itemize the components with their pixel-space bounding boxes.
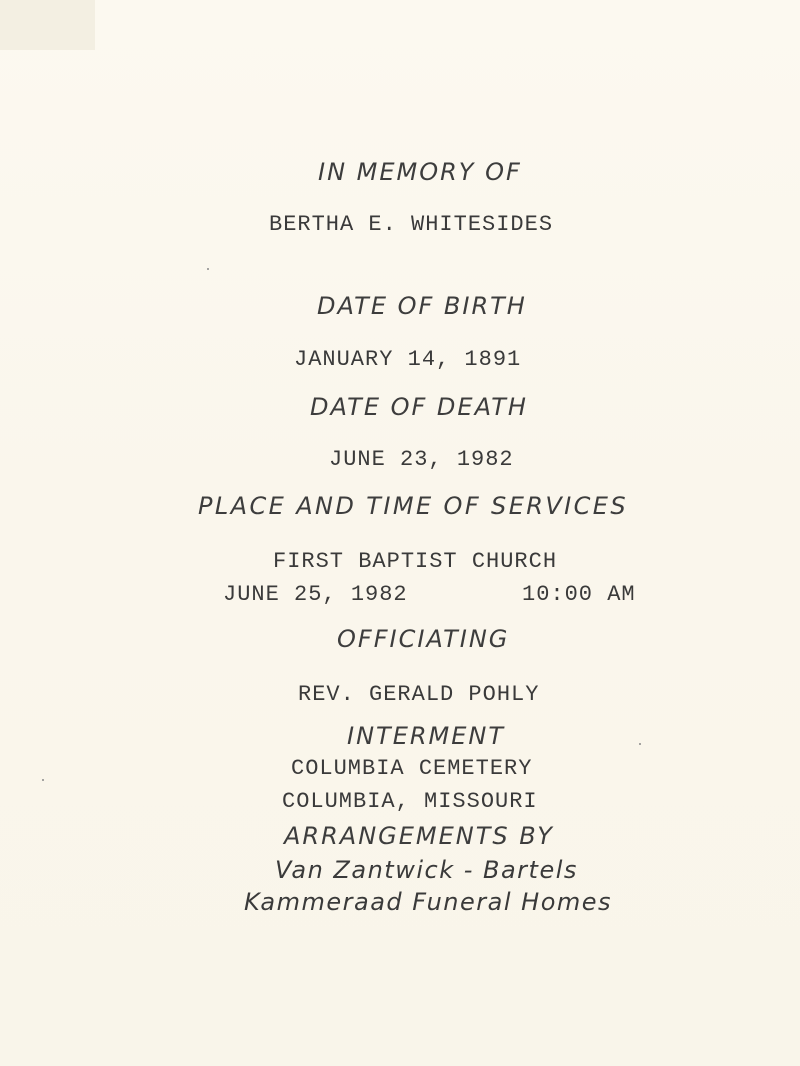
death-label: DATE OF DEATH <box>310 393 528 421</box>
arrangements-label: ARRANGEMENTS BY <box>284 822 554 850</box>
paper-speck <box>639 743 641 745</box>
deceased-name: BERTHA E. WHITESIDES <box>269 212 554 237</box>
interment-label: INTERMENT <box>347 722 506 750</box>
death-date: JUNE 23, 1982 <box>329 447 514 472</box>
officiant: REV. GERALD POHLY <box>298 682 540 707</box>
heading: IN MEMORY OF <box>318 158 522 186</box>
services-place: FIRST BAPTIST CHURCH <box>273 549 558 574</box>
paper-speck <box>42 779 44 781</box>
birth-label: DATE OF BIRTH <box>317 292 527 320</box>
cemetery: COLUMBIA CEMETERY <box>291 756 533 781</box>
officiating-label: OFFICIATING <box>337 625 510 653</box>
services-label: PLACE AND TIME OF SERVICES <box>198 492 628 520</box>
services-date: JUNE 25, 1982 <box>223 582 408 607</box>
funeral-home-line2: Kammeraad Funeral Homes <box>244 888 613 916</box>
funeral-home-line1: Van Zantwick - Bartels <box>275 856 578 884</box>
paper-discoloration <box>0 0 95 50</box>
services-time: 10:00 AM <box>522 582 636 607</box>
paper-speck <box>207 268 209 270</box>
cemetery-location: COLUMBIA, MISSOURI <box>282 789 538 814</box>
birth-date: JANUARY 14, 1891 <box>294 347 522 372</box>
